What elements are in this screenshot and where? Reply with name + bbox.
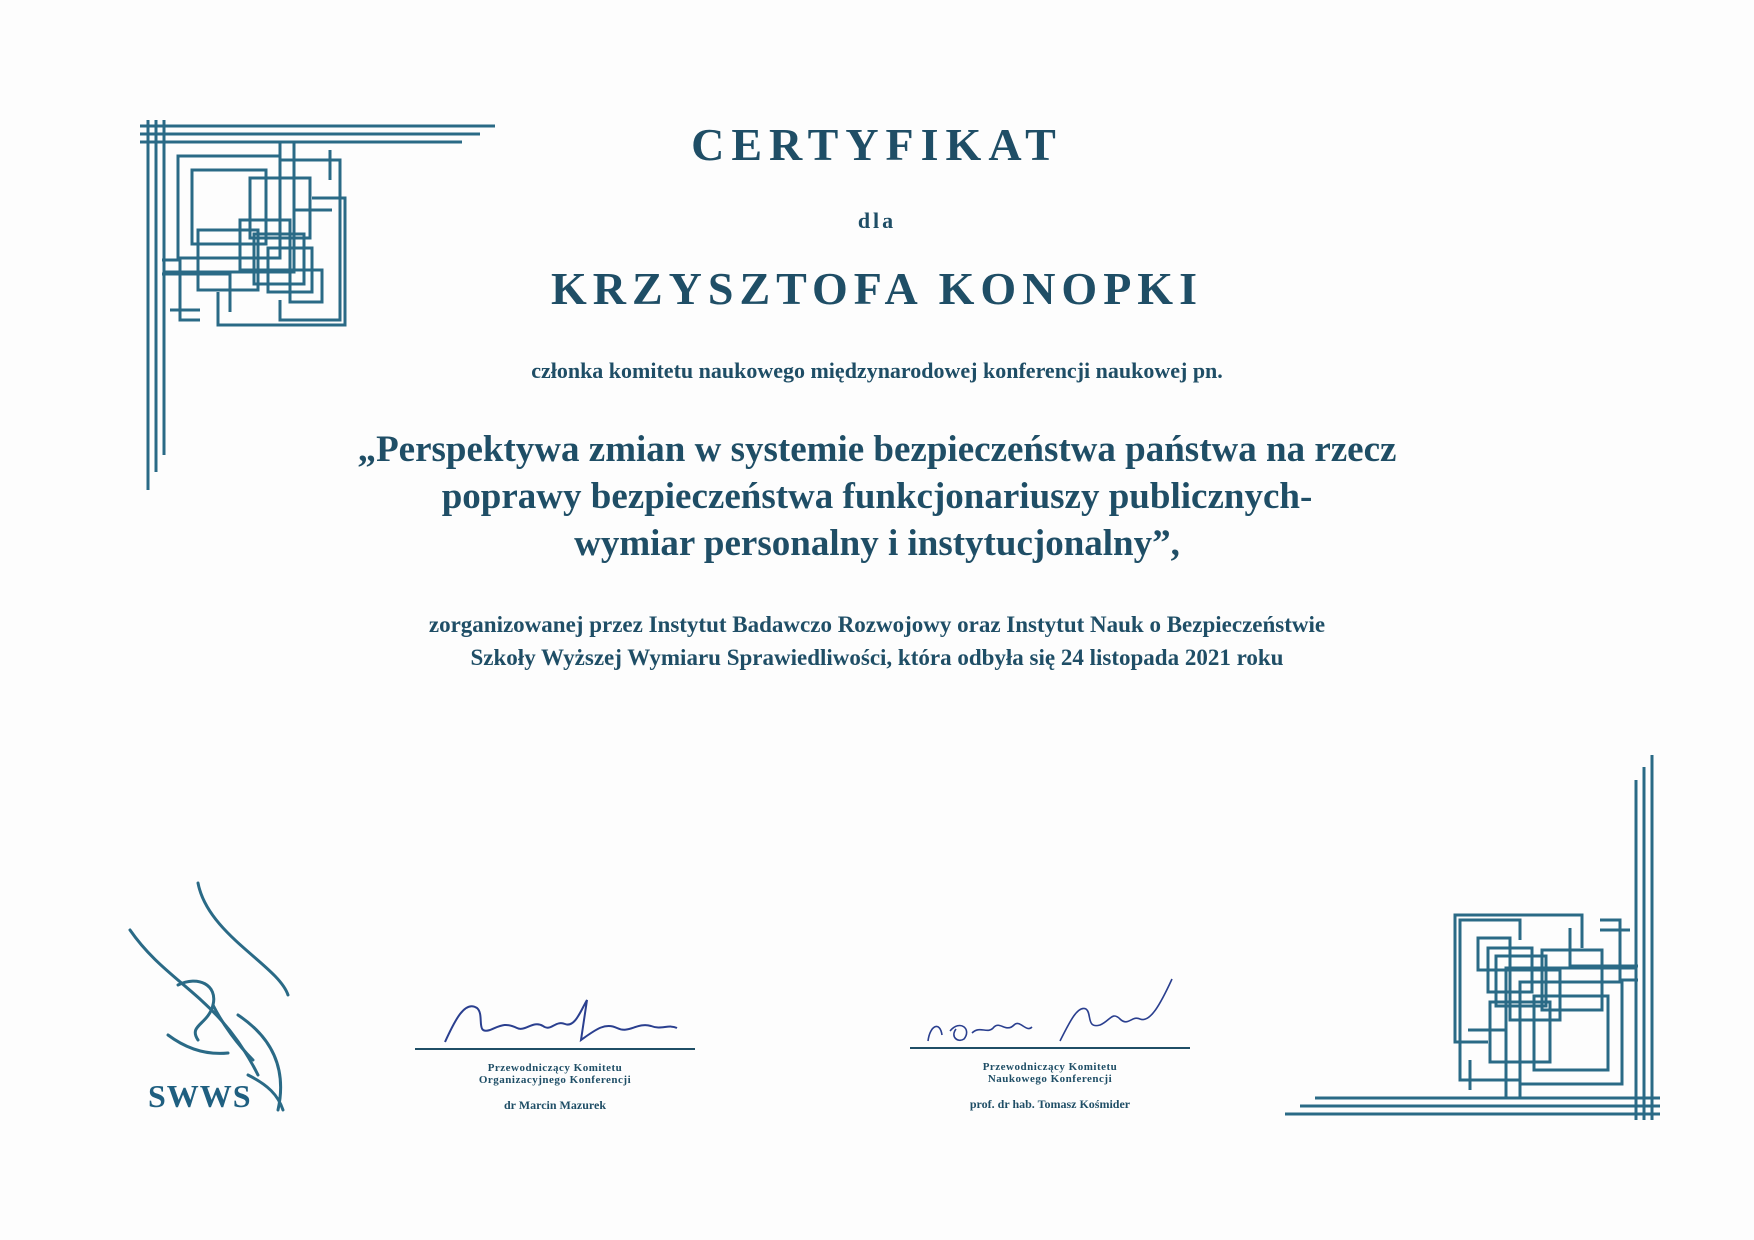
caption-line: Organizacyjnego Konferencji [478,1074,632,1086]
conference-title-line: poprawy bezpieczeństwa funkcjonariuszy publicznych- [441,476,1313,517]
conference-title-line: „Perspektywa zmian w systemie bezpieczeństwa państwa na rzecz [357,429,1397,470]
signature-caption [910,1061,1190,1085]
signature-block-scientific [910,975,1190,1112]
organizer-line: Szkoły Wyższej Wymiaru Sprawiedliwości, która odbyła się 24 listopada 2021 roku [470,645,1284,670]
caption-line: Przewodniczący Komitetu [487,1062,623,1074]
caption-line: Naukowego Konferencji [987,1073,1113,1085]
corner-ornament-bottom-right [1285,755,1660,1120]
signatory-name: prof. dr hab. Tomasz Kośmider [969,1097,1131,1111]
signature-line [415,1048,695,1050]
signature-line [910,1047,1190,1049]
signature-block-organizing [415,990,695,1113]
handwritten-signature [425,990,685,1048]
certificate-title: CERTYFIKAT [691,119,1063,170]
organizer-text [0,608,1754,674]
signatory-name: dr Marcin Mazurek [504,1098,606,1112]
handwritten-signature [910,975,1190,1047]
conference-title-line: wymiar personalny i instytucjonalny”, [574,523,1180,564]
signature-caption [415,1062,695,1086]
swws-logo-text: SWWS [148,1078,252,1114]
organizer-line: zorganizowanej przez Instytut Badawczo Rozwojowy oraz Instytut Nauk o Bezpieczeństwie [428,612,1326,637]
recipient-role: członka komitetu naukowego międzynarodowej konferencji naukowej pn. [531,358,1223,383]
conference-title [0,426,1754,567]
for-label: dla [857,208,897,233]
recipient-name: KRZYSZTOFA KONOPKI [550,263,1203,314]
caption-line: Przewodniczący Komitetu [982,1061,1118,1073]
